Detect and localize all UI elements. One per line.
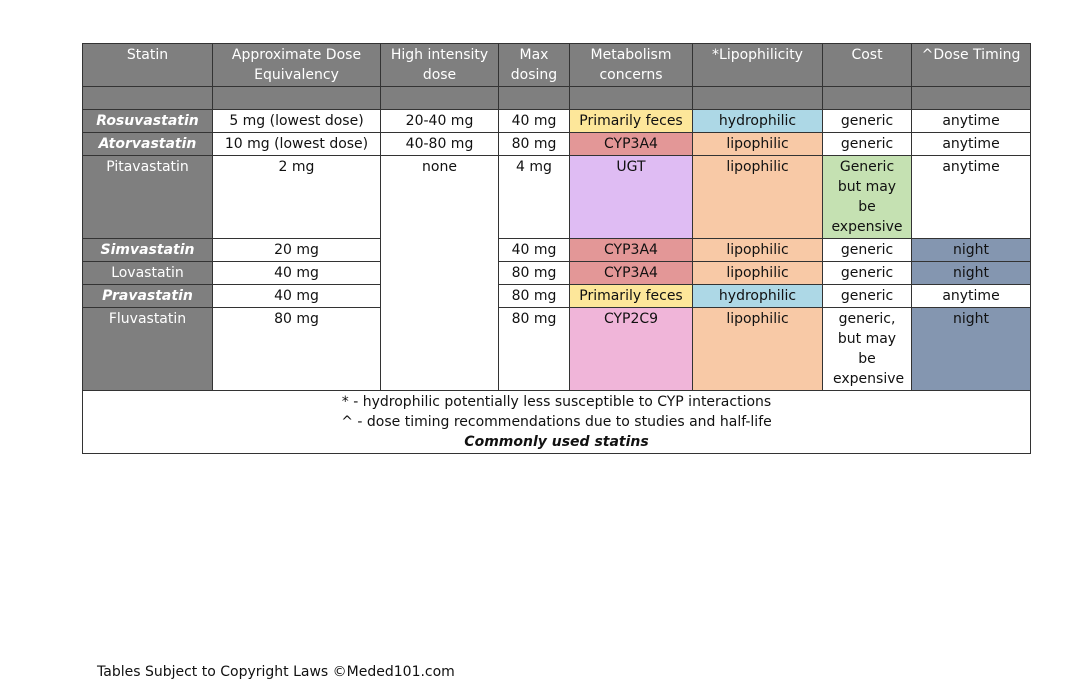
statin-name: Simvastatin	[83, 239, 213, 262]
cost: generic	[823, 133, 912, 156]
header-dose-timing: ^Dose Timing	[912, 44, 1031, 87]
statin-name: Pravastatin	[83, 285, 213, 308]
header-row	[83, 44, 1031, 87]
table-row	[83, 262, 1031, 285]
header-statin: Statin	[83, 44, 213, 87]
note-hydrophilic: * - hydrophilic potentially less susceptible to CYP interactions	[341, 394, 772, 410]
dose-equivalency: 2 mg	[213, 156, 381, 239]
header-dose-equivalency: Approximate Dose Equivalency	[213, 44, 381, 87]
dose-timing: anytime	[912, 110, 1031, 133]
high-intensity-dose: 20-40 mg	[381, 110, 499, 133]
max-dosing: 80 mg	[499, 133, 570, 156]
cost: generic, but may be expensive	[823, 308, 912, 391]
metabolism: Primarily feces	[570, 285, 693, 308]
lipophilicity: hydrophilic	[693, 110, 823, 133]
lipophilicity: lipophilic	[693, 133, 823, 156]
cost: generic	[823, 110, 912, 133]
header-lipophilicity: *Lipophilicity	[693, 44, 823, 87]
lipophilicity: lipophilic	[693, 239, 823, 262]
note-dose-timing: ^ - dose timing recommendations due to studies and half-life	[341, 414, 772, 430]
table-row	[83, 156, 1031, 239]
table-row	[83, 308, 1031, 391]
dose-timing: night	[912, 308, 1031, 391]
statin-name: Fluvastatin	[83, 308, 213, 391]
dose-equivalency: 40 mg	[213, 262, 381, 285]
dose-timing: night	[912, 239, 1031, 262]
dose-equivalency: 10 mg (lowest dose)	[213, 133, 381, 156]
metabolism: Primarily feces	[570, 110, 693, 133]
cost: generic	[823, 239, 912, 262]
statin-comparison-table	[82, 43, 1031, 454]
metabolism: CYP3A4	[570, 133, 693, 156]
table-row	[83, 110, 1031, 133]
lipophilicity: hydrophilic	[693, 285, 823, 308]
metabolism: CYP3A4	[570, 239, 693, 262]
statin-name: Lovastatin	[83, 262, 213, 285]
high-intensity-dose: 40-80 mg	[381, 133, 499, 156]
dose-timing: anytime	[912, 156, 1031, 239]
notes-cell	[83, 391, 1031, 454]
note-commonly-used: Commonly used statins	[464, 434, 649, 450]
dose-timing: anytime	[912, 285, 1031, 308]
lipophilicity: lipophilic	[693, 156, 823, 239]
header-metabolism: Metabolism concerns	[570, 44, 693, 87]
dose-equivalency: 5 mg (lowest dose)	[213, 110, 381, 133]
spacer-row	[83, 87, 1031, 110]
dose-timing: anytime	[912, 133, 1031, 156]
dose-equivalency: 80 mg	[213, 308, 381, 391]
header-max-dosing: Max dosing	[499, 44, 570, 87]
statin-name: Atorvastatin	[83, 133, 213, 156]
copyright-footer: Tables Subject to Copyright Laws ©Meded101.com	[97, 664, 455, 680]
dose-equivalency: 40 mg	[213, 285, 381, 308]
table-row	[83, 239, 1031, 262]
lipophilicity: lipophilic	[693, 262, 823, 285]
metabolism: CYP3A4	[570, 262, 693, 285]
max-dosing: 40 mg	[499, 239, 570, 262]
statin-name: Pitavastatin	[83, 156, 213, 239]
header-high-intensity: High intensity dose	[381, 44, 499, 87]
table-row	[83, 285, 1031, 308]
max-dosing: 80 mg	[499, 308, 570, 391]
cost: Generic but may be expensive	[823, 156, 912, 239]
max-dosing: 40 mg	[499, 110, 570, 133]
metabolism: UGT	[570, 156, 693, 239]
max-dosing: 4 mg	[499, 156, 570, 239]
table-row	[83, 133, 1031, 156]
dose-timing: night	[912, 262, 1031, 285]
dose-equivalency: 20 mg	[213, 239, 381, 262]
max-dosing: 80 mg	[499, 262, 570, 285]
high-intensity-none: none	[381, 156, 499, 391]
lipophilicity: lipophilic	[693, 308, 823, 391]
statin-name: Rosuvastatin	[83, 110, 213, 133]
cost: generic	[823, 285, 912, 308]
max-dosing: 80 mg	[499, 285, 570, 308]
notes-row	[83, 391, 1031, 454]
header-cost: Cost	[823, 44, 912, 87]
metabolism: CYP2C9	[570, 308, 693, 391]
cost: generic	[823, 262, 912, 285]
